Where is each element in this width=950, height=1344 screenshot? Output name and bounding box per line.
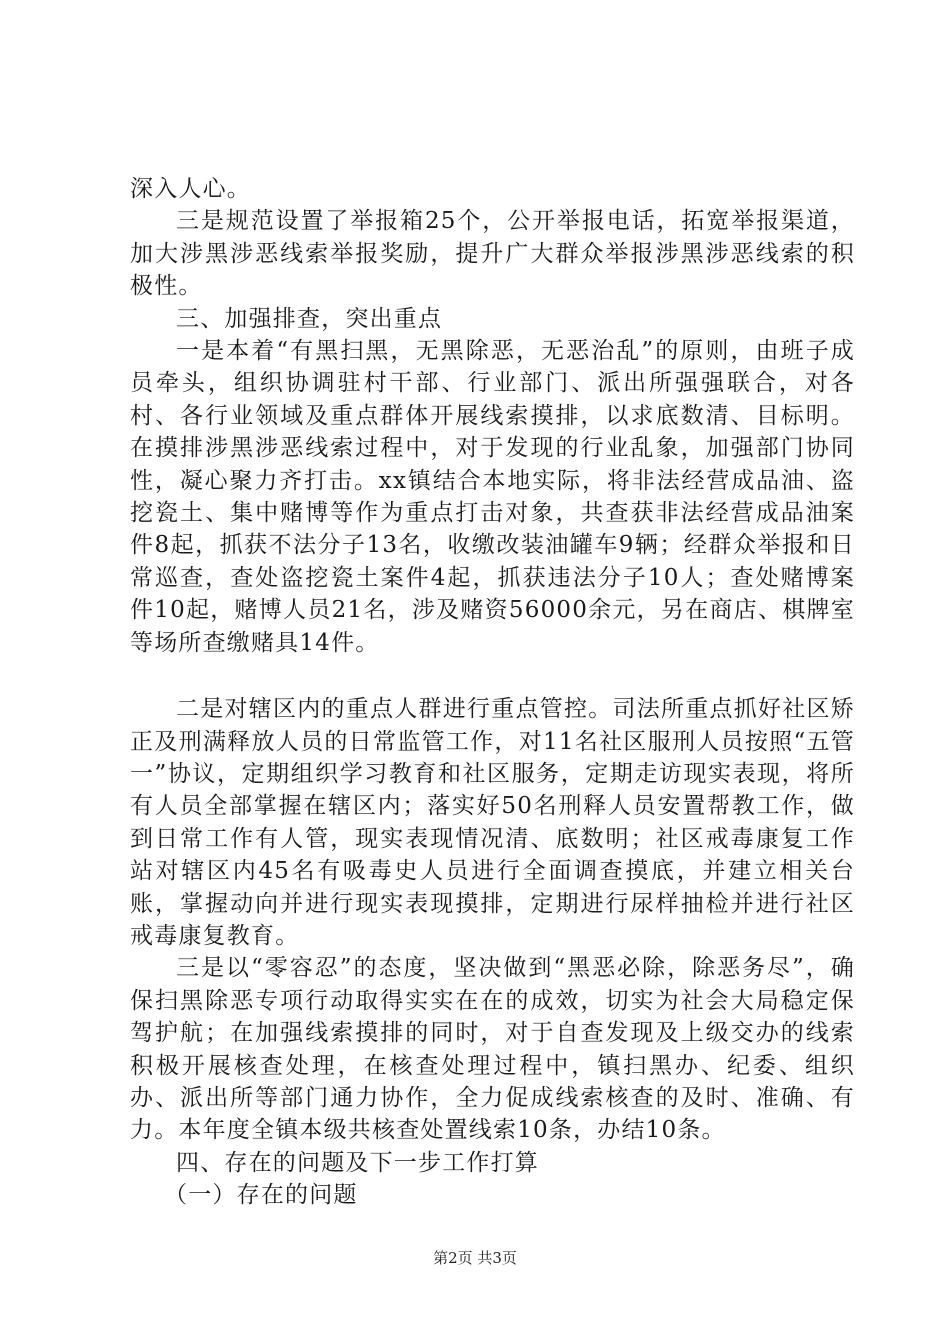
section-heading-four: 四、存在的问题及下一步工作打算 bbox=[176, 1149, 539, 1176]
paragraph-zero-tolerance: 三是以“零容忍”的态度，坚决做到“黑恶必除，除恶务尽”，确保扫黑除恶专项行动取得实实在在的成效，切实为社会大局稳定保驾护航；在加强线索摸排的同时，对于自查发现及上级交办的线索积极开展核查处理，在核查处理过程中，镇扫黑办、纪委、组织办、派出所等部门通力协作，全力促成线索核查的及时、准确、有力。本年度全镇本级共核查处置线索10条，办结10条。 bbox=[130, 955, 855, 1144]
paragraph-key-groups: 二是对辖区内的重点人群进行重点管控。司法所重点抓好社区矫正及刑满释放人员的日常监管工作，对11名社区服刑人员按照“五管一”协议，定期组织学习教育和社区服务，定期走访现实表现，将所有人员全部掌握在辖区内；落实好50名刑释人员安置帮教工作，做到日常工作有人管，现实表现情况清、底数明；社区戒毒康复工作站对辖区内45名有吸毒史人员进行全面调查摸底，并建立相关台账，掌握动向并进行现实表现摸排，定期进行尿样抽检并进行社区戒毒康复教育。 bbox=[130, 696, 855, 949]
section-heading-three: 三、加强排查，突出重点 bbox=[176, 305, 443, 332]
paragraph-report-box: 三是规范设置了举报箱25个，公开举报电话，拓宽举报渠道，加大涉黑涉恶线索举报奖励，提升广大群众举报涉黑涉恶线索的积极性。 bbox=[130, 208, 855, 300]
paragraph-investigation: 一是本着“有黑扫黑，无黑除恶，无恶治乱”的原则，由班子成员牵头，组织协调驻村干部、行业部门、派出所强强联合，对各村、各行业领域及重点群体开展线索摸排，以求底数清、目标明。在摸排涉黑涉恶线索过程中，对于发现的行业乱象，加强部门协同性，凝心聚力齐打击。xx镇结合本地实际，将非法经营成品油、盗挖瓷土、集中赌博等作为重点打击对象，共查获非法经营成品油案件8起，抓获不法分子13名，收缴改装油罐车9辆；经群众举报和日常巡查，查处盗挖瓷土案件4起，抓获违法分子10人；查处赌博案件10起，赌博人员21名，涉及赌资56000余元，另在商店、棋牌室等场所查缴赌具14件。 bbox=[130, 338, 855, 656]
paragraph-continuation: 深入人心。 bbox=[130, 176, 251, 202]
document-body bbox=[130, 173, 855, 1212]
page-number-footer: 第2页 共3页 bbox=[433, 1249, 517, 1267]
subsection-heading-problems: （一）存在的问题 bbox=[164, 1182, 358, 1209]
